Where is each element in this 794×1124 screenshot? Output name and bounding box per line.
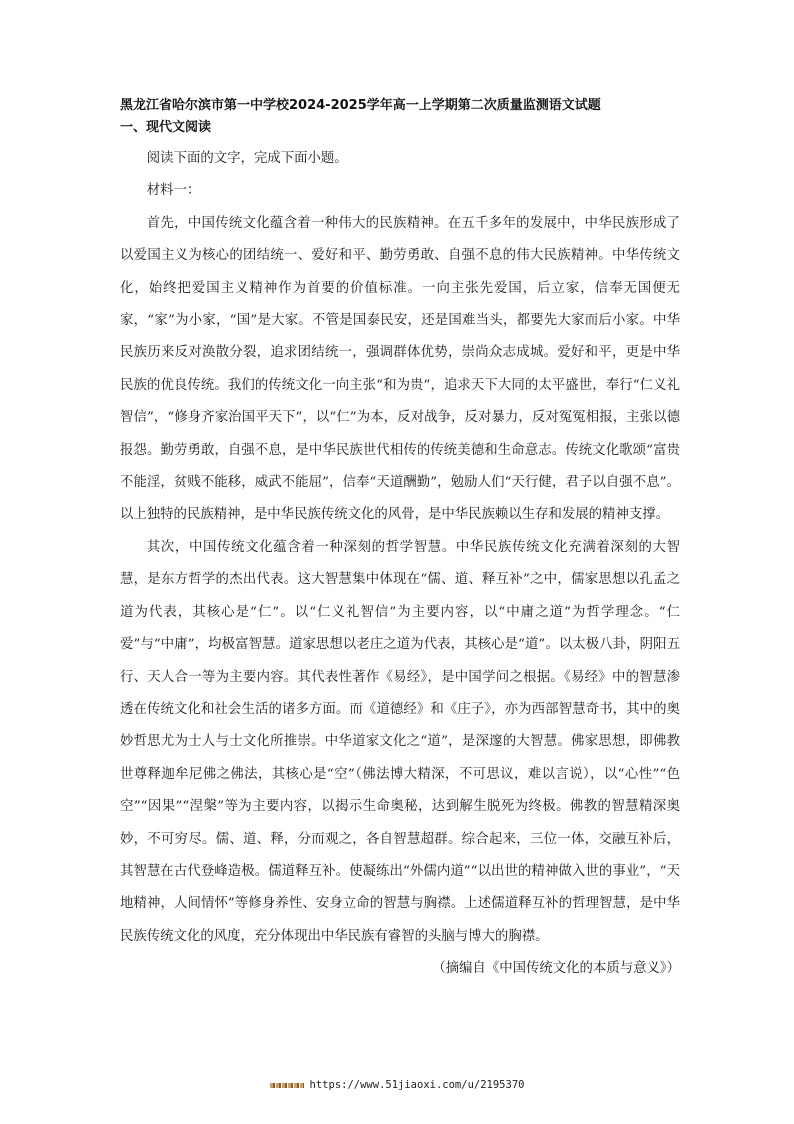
material-label: 材料一： [146,183,201,199]
source-citation: （摘编自《中国传统文化的本质与意义》） [432,961,680,977]
site-logo-icon [270,1083,304,1088]
article-body [120,143,680,986]
paragraph-1: 首先，中国传统文化蕴含着一种伟大的民族精神。在五千多年的发展中，中华民族形成了以爱国主义为核心的团结统一、爱好和平、勤劳勇敢、自强不息的伟大民族精神。中华传统文化，始终把爱国主义精神作为首要的价值标准。一向主张先爱国，后立家，信奉无国便无家，“家”为小家，“国”是大家。不管是国泰民安，还是国难当头，都要先大家而后小家。中华民族历来反对涣散分裂，追求团结统一，强调群体优势，崇尚众志成城。爱好和平，更是中华民族的优良传统。我们的传统文化一向主张“和为贵”，追求天下大同的太平盛世，奉行“仁义礼智信”，“修身齐家治国平天下”，以“仁”为本，反对战争，反对暴力，反对冤冤相报，主张以德报怨。勤劳勇敢，自强不息，是中华民族世代相传的传统美德和生命意志。传统文化歌颂“富贵不能淫，贫贱不能移，威武不能屈”，信奉“天道酬勤”，勉励人们“天行健，君子以自强不息”。以上独特的民族精神，是中华民族传统文化的风骨，是中华民族赖以生存和发展的精神支撑。 [120,215,680,523]
document-title: 黑龙江省哈尔滨市第一中学校2024-2025学年高一上学期第二次质量监测语文试题 [120,98,601,113]
footer-link[interactable]: https://www.51jiaoxi.com/u/2195370 [309,1079,525,1091]
instruction-text: 阅读下面的文字，完成下面小题。 [146,151,348,166]
page-footer [0,1079,794,1091]
section-heading: 一、现代文阅读 [120,120,212,135]
paragraph-2: 其次，中国传统文化蕴含着一种深刻的哲学智慧。中华民族传统文化充满着深刻的大智慧，是东方哲学的杰出代表。这大智慧集中体现在“儒、道、释互补”之中，儒家思想以孔孟之道为代表，其核心是“仁”。以“仁义礼智信”为主要内容，以“中庸之道”为哲学理念。“仁爱”与“中庸”，均极富智慧。道家思想以老庄之道为代表，其核心是“道”。以太极八卦，阴阳五行、天人合一等为主要内容。其代表性著作《易经》，是中国学问之根据。《易经》中的智慧渗透在传统文化和社会生活的诸多方面。而《道德经》和《庄子》，亦为西部智慧奇书，其中的奥妙哲思尤为士人与士文化所推崇。中华道家文化之“道”，是深邃的大智慧。佛家思想，即佛教世尊释迦牟尼佛之佛法，其核心是“空”（佛法博大精深，不可思议，难以言说），以“心性”“色空”“因果”“涅槃”等为主要内容，以揭示生命奥秘，达到解生脱死为终极。佛教的智慧精深奥妙，不可穷尽。儒、道、释，分而观之，各自智慧超群。综合起来，三位一体，交融互补后，其智慧在古代登峰造极。儒道释互补。使凝练出“外儒内道”“以出世的精神做入世的事业”，“天地精神，人间情怀”等修身养性、安身立命的智慧与胸襟。上述儒道释互补的哲理智慧，是中华民族传统文化的风度，充分体现出中华民族有睿智的头脑与博大的胸襟。 [120,539,680,944]
